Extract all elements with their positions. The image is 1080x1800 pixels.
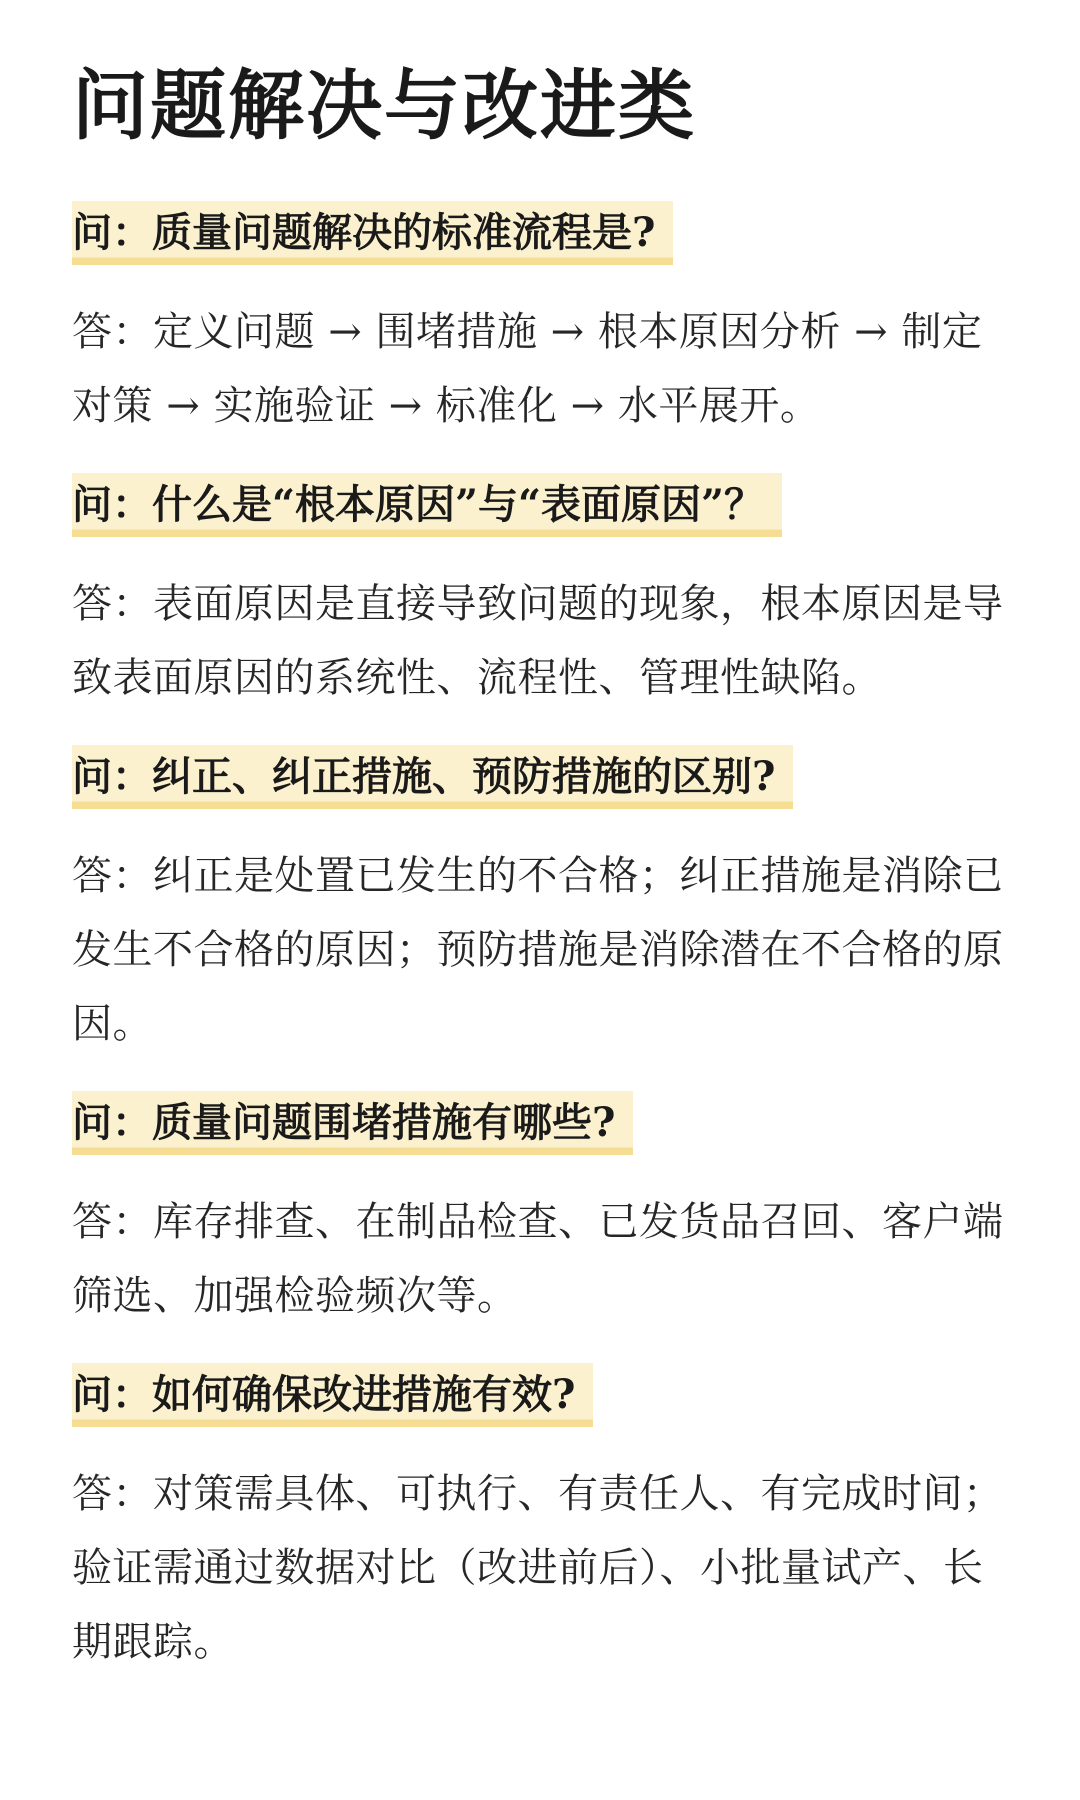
qa-item-2 xyxy=(72,473,1012,715)
answer-3: 答：纠正是处置已发生的不合格；纠正措施是消除已发生不合格的原因；预防措施是消除潜在不合格的原因。 xyxy=(72,853,1004,1048)
question-1: 问：质量问题解决的标准流程是? xyxy=(72,201,673,265)
question-3: 问：纠正、纠正措施、预防措施的区别? xyxy=(72,745,793,809)
qa-item-5 xyxy=(72,1363,1012,1679)
answer-2: 答：表面原因是直接导致问题的现象，根本原因是导致表面原因的系统性、流程性、管理性缺陷。 xyxy=(72,581,1004,702)
question-4: 问：质量问题围堵措施有哪些? xyxy=(72,1091,633,1155)
answer-4: 答：库存排查、在制品检查、已发货品召回、客户端筛选、加强检验频次等。 xyxy=(72,1199,1004,1320)
qa-item-1 xyxy=(72,201,1012,443)
question-2: 问：什么是“根本原因”与“表面原因”？ xyxy=(72,473,782,537)
page-title: 问题解决与改进类 xyxy=(72,61,696,150)
answer-1: 答：定义问题 → 围堵措施 → 根本原因分析 → 制定对策 → 实施验证 → 标准化 → 水平展开。 xyxy=(72,309,983,430)
answer-5: 答：对策需具体、可执行、有责任人、有完成时间；验证需通过数据对比（改进前后）、小批量试产、长期跟踪。 xyxy=(72,1471,1004,1666)
document-page xyxy=(72,60,1012,1709)
question-5: 问：如何确保改进措施有效? xyxy=(72,1363,593,1427)
qa-item-4 xyxy=(72,1091,1012,1333)
qa-item-3 xyxy=(72,745,1012,1061)
